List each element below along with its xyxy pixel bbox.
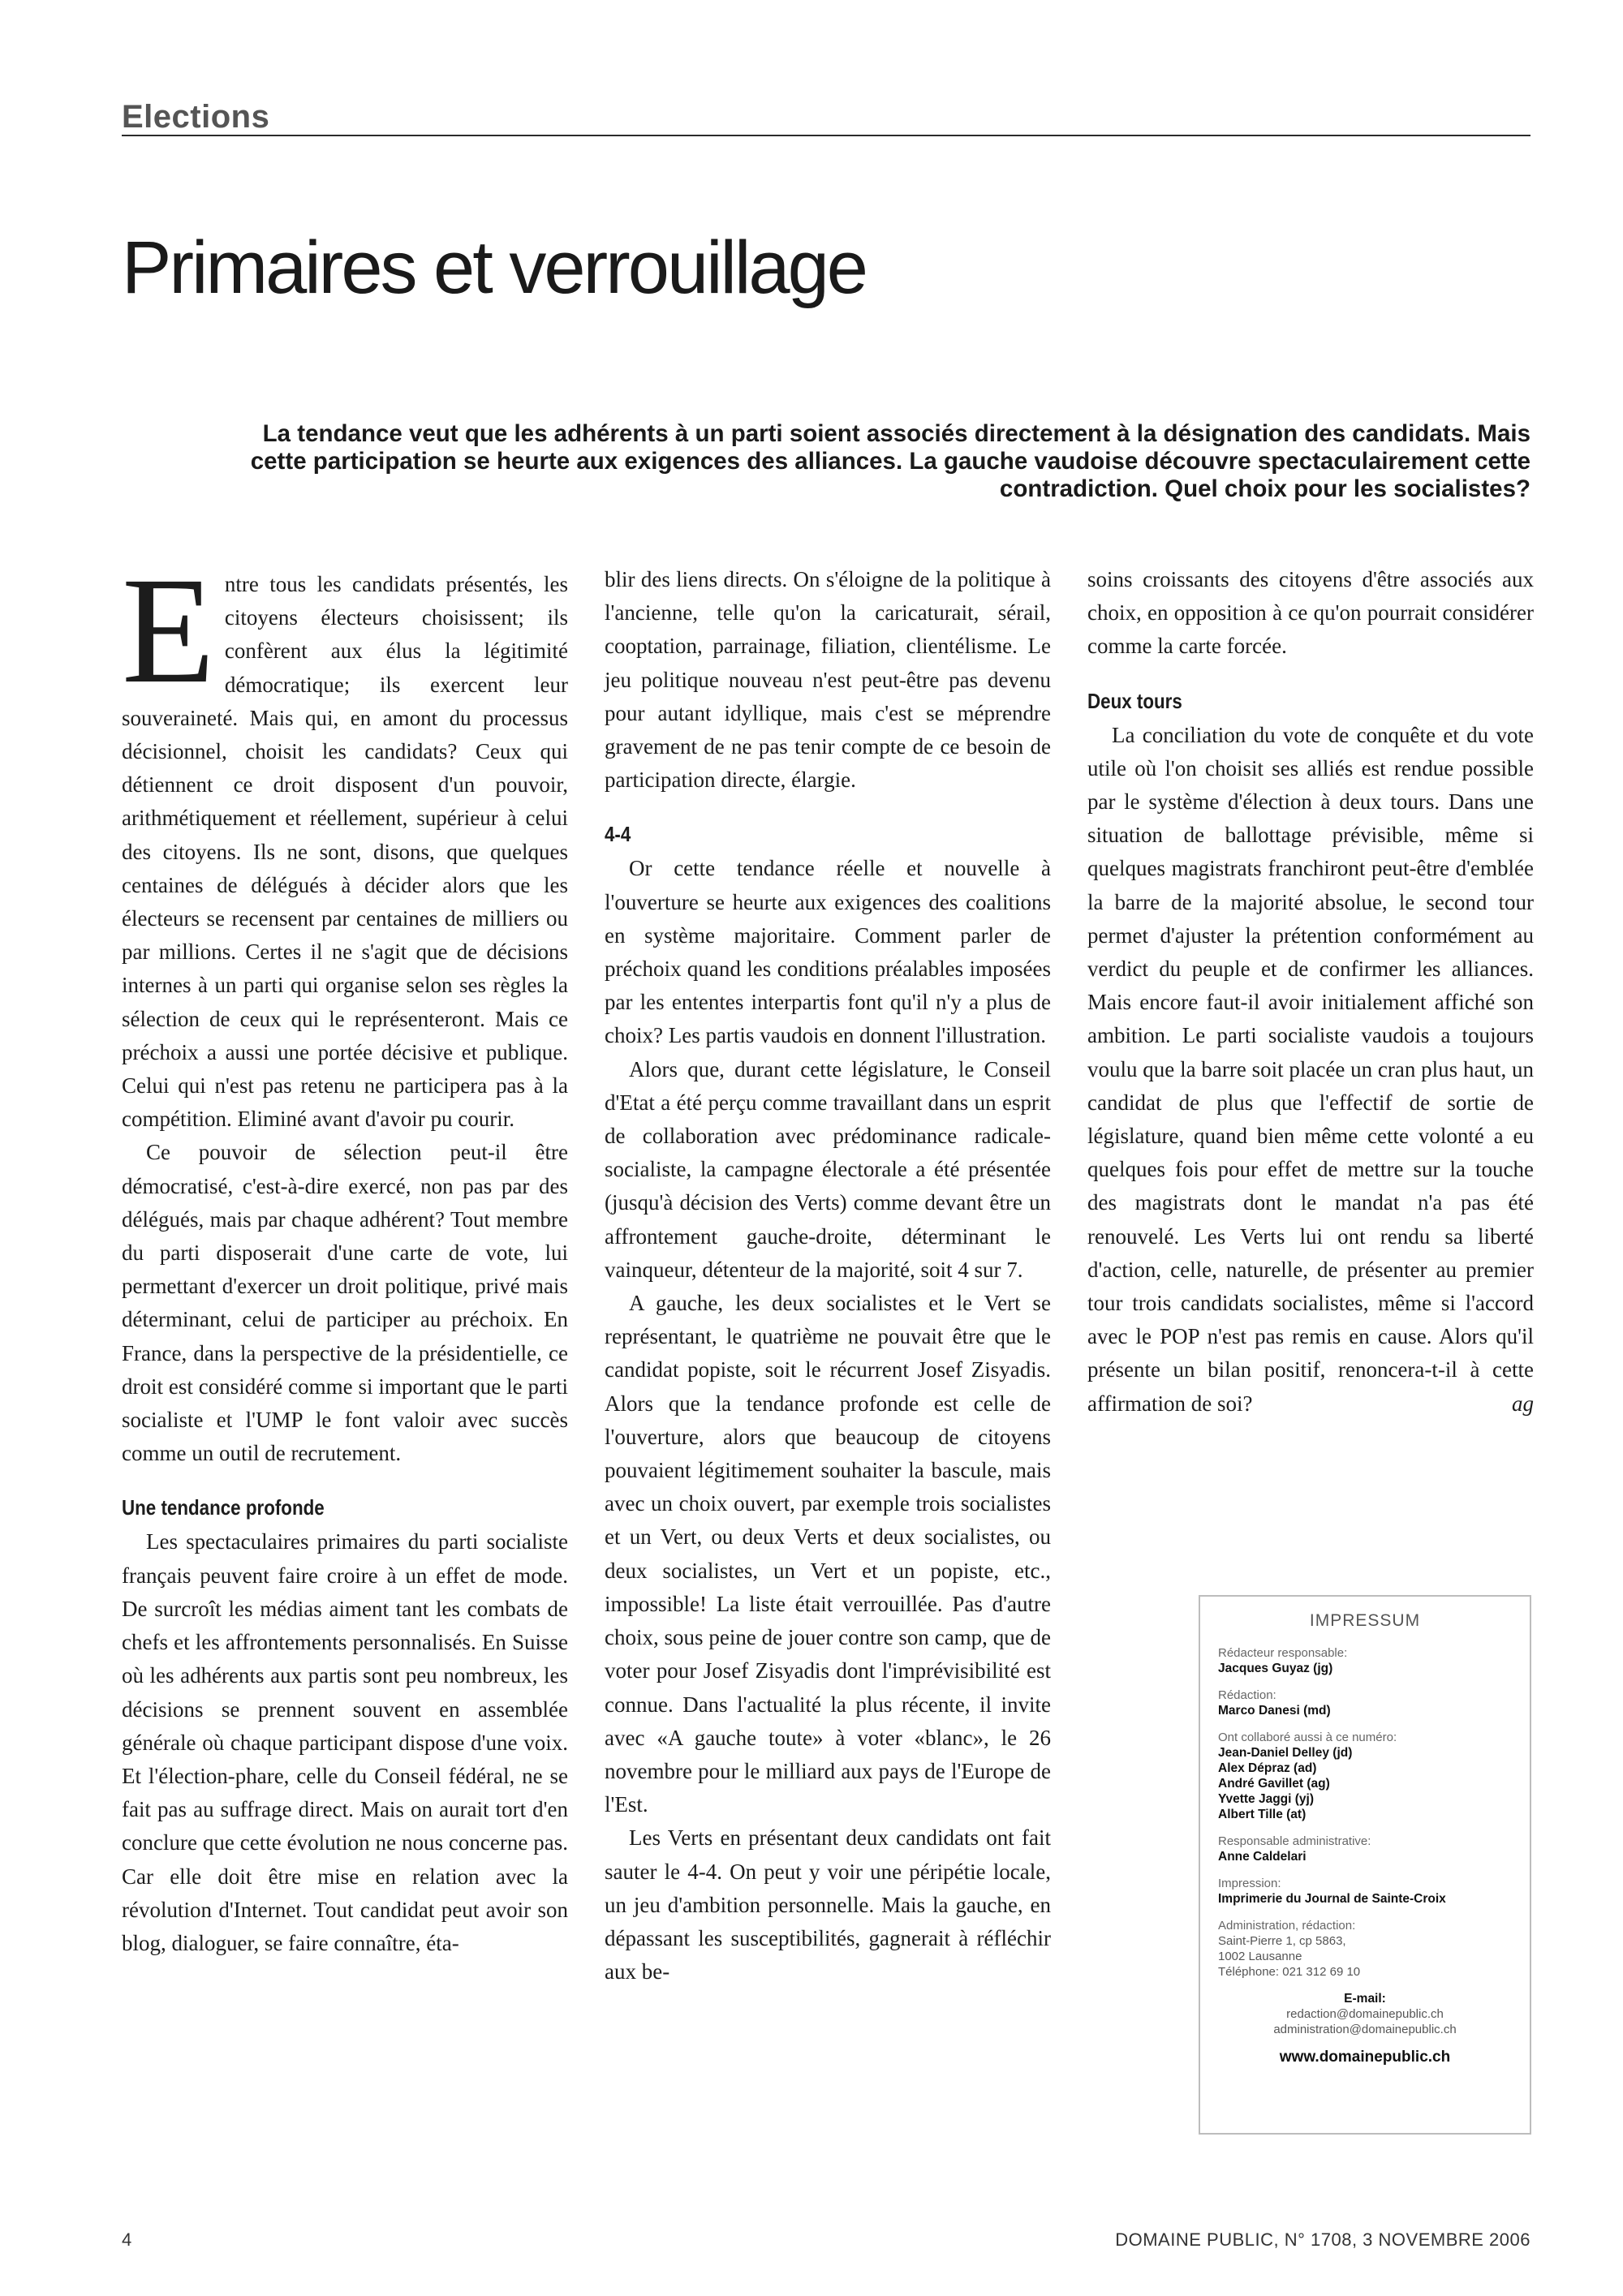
paragraph: Les Verts en présentant deux candidats ont fait sauter le 4-4. On peut y voir une péripétie locale, un jeu d'ambition personnelle. Mais la gauche, en dépassant les susceptibilités, gagnerait à réfléchir aux be- bbox=[605, 1825, 1051, 1984]
paragraph: blir des liens directs. On s'éloigne de la politique à l'ancienne, telle qu'on la caricaturait, sérail, cooptation, parrainage, filiation, clientélisme. Le jeu politique nouveau n'est peut-être pas devenu pour autant idyllique, mais c'est se méprendre gravement de ne pas tenir compte de ce besoin de participation directe, élargie. bbox=[605, 567, 1051, 793]
paragraph: Ce pouvoir de sélection peut-il être démocratisé, c'est-à-dire exercé, non pas par des délégués, mais par chaque adhérent? Tout membre du parti disposerait d'une carte de vote, lui permettant d'exercer un droit politique, privé mais déterminant, celui de participer au préchoix. En France, dans la perspective de la présidentielle, ce droit est considéré comme si important que le parti socialiste et l'UMP le font valoir avec succès comme un outil de recrutement. bbox=[122, 1140, 568, 1466]
paragraph: soins croissants des citoyens d'être associés aux choix, en opposition à ce qu'on pourrait considérer comme la carte forcée. bbox=[1087, 567, 1534, 659]
impressum-title: IMPRESSUM bbox=[1309, 1611, 1421, 1630]
impressum-label: Rédacteur responsable: bbox=[1218, 1646, 1348, 1660]
impressum-email-label: E-mail: bbox=[1344, 1992, 1386, 2006]
impressum-value: Jacques Guyaz (jg) bbox=[1218, 1662, 1333, 1675]
paragraph: Or cette tendance réelle et nouvelle à l'ouverture se heurte aux exigences des coalitions en système majoritaire. Comment parler de préchoix quand les conditions préalables imposées par les ententes interpartis font qu'il n'y a plus de choix? Les partis vaudois en donnent l'illustration. bbox=[605, 856, 1051, 1048]
impressum-label: Ont collaboré aussi à ce numéro: bbox=[1218, 1731, 1397, 1744]
article-title: Primaires et verrouillage bbox=[122, 226, 866, 309]
impressum-box bbox=[1199, 1595, 1531, 2135]
impressum-email[interactable]: redaction@domainepublic.ch bbox=[1286, 2007, 1444, 2021]
impressum-value: Albert Tille (at) bbox=[1218, 1808, 1307, 1821]
article-column-1 bbox=[122, 545, 568, 1960]
impressum-label: Responsable administrative: bbox=[1218, 1834, 1371, 1848]
article-column-2 bbox=[605, 563, 1051, 1989]
article-lead: La tendance veut que les adhérents à un parti soient associés directement à la désignation des candidats. Mais cette participation se heurte aux exigences des alliances. La gauche vaudoise découvre spectaculairement cette contradiction. Quel choix pour les socialistes? bbox=[250, 420, 1530, 502]
subheading: Deux tours bbox=[1087, 688, 1182, 713]
impressum-address-line: Saint-Pierre 1, cp 5863, bbox=[1218, 1934, 1346, 1948]
impressum-value: Anne Caldelari bbox=[1218, 1850, 1307, 1864]
impressum-label: Administration, rédaction: bbox=[1218, 1919, 1356, 1933]
impressum-website-link[interactable]: www.domainepublic.ch bbox=[1279, 2049, 1451, 2066]
page-number: 4 bbox=[122, 2229, 132, 2250]
impressum-value: Marco Danesi (md) bbox=[1218, 1704, 1331, 1718]
drop-cap: E bbox=[122, 545, 215, 715]
publication-info: DOMAINE PUBLIC, N° 1708, 3 NOVEMBRE 2006 bbox=[1115, 2229, 1530, 2250]
impressum-email[interactable]: administration@domainepublic.ch bbox=[1273, 2023, 1457, 2036]
paragraph: Les spectaculaires primaires du parti socialiste français peuvent faire croire à un effet de mode. De surcroît les médias aiment tant les combats de chefs et les affrontements personnalisés. En Suisse où les adhérents aux partis sont peu nombreux, les décisions se prennent souvent en assemblée générale où chaque participant dispose d'une voix. Et l'élection-phare, celle du Conseil fédéral, ne se fait pas au suffrage direct. Mais on aurait tort d'en conclure que cette évolution ne nous concerne pas. Car elle doit être mise en relation avec la révolution d'Internet. Tout candidat peut avoir son blog, dialoguer, se faire connaître, éta- bbox=[122, 1529, 568, 1955]
impressum-value: Yvette Jaggi (yj) bbox=[1218, 1792, 1315, 1806]
impressum-label: Rédaction: bbox=[1218, 1688, 1276, 1702]
impressum-value: André Gavillet (ag) bbox=[1218, 1777, 1330, 1791]
impressum-value: Jean-Daniel Delley (jd) bbox=[1218, 1746, 1353, 1760]
impressum-label: Impression: bbox=[1218, 1877, 1281, 1890]
author-signature: ag bbox=[1512, 1391, 1534, 1416]
impressum-address-line: 1002 Lausanne bbox=[1218, 1950, 1302, 1963]
impressum-value: Imprimerie du Journal de Sainte-Croix bbox=[1218, 1892, 1446, 1906]
subheading: 4-4 bbox=[605, 822, 631, 847]
impressum-value: Alex Dépraz (ad) bbox=[1218, 1761, 1317, 1775]
section-label: Elections bbox=[122, 99, 270, 135]
paragraph: Alors que, durant cette législature, le Conseil d'Etat a été perçu comme travaillant dans un esprit de collaboration avec prédominance radicale-socialiste, la campagne électorale a été présentée (jusqu'à décision des Verts) comme devant être un affrontement gauche-droite, déterminant le vainqueur, détenteur de la majorité, soit 4 sur 7. bbox=[605, 1056, 1051, 1282]
article-column-3 bbox=[1087, 563, 1534, 1421]
paragraph: A gauche, les deux socialistes et le Vert se représentant, le quatrième ne pouvait être que le candidat popiste, soit le récurrent Josef Zisyadis. Alors que la tendance profonde est celle de l'ouverture, alors que beaucoup de citoyens pouvaient légitimement souhaiter la bascule, mais avec un choix ouvert, par exemple trois socialistes et un Vert, ou deux Verts et deux socialistes, ou deux socialistes, un Vert et un popiste, etc., impossible! La liste était verrouillée. Pas d'autre choix, sous peine de jouer contre son camp, que de voter pour Josef Zisyadis dont l'imprévisibilité est connue. Dans l'actualité la plus récente, il invite avec «A gauche toute» à voter «blanc», le 26 novembre pour le milliard aux pays de l'Europe de l'Est. bbox=[605, 1291, 1051, 1817]
subheading: Une tendance profonde bbox=[122, 1495, 325, 1520]
paragraph: La conciliation du vote de conquête et du vote utile où l'on choisit ses alliés est rendue possible par le système d'élection à deux tours. Dans une situation de ballottage prévisible, même si quelques magistrats franchiront peut-être d'emblée la barre de la majorité absolue, le second tour permet d'ajuster la prétention conformément au verdict du peuple et de confirmer les alliances. Mais encore faut-il avoir initialement affiché son ambition. Le parti socialiste vaudois a toujours voulu que la barre soit placée un cran plus haut, un candidat de plus que l'effectif de sortie de législature, quand bien même cette volonté a eu quelques fois pour effet de mettre sur la touche des magistrats dont le mandat n'a pas été renouvelé. Les Verts lui ont rendu sa liberté d'action, celle, naturelle, de présenter au premier tour trois candidats socialistes, même si l'accord avec le POP n'est pas remis en cause. Alors qu'il présente un bilan positif, renoncera-t-il à cette affirmation de soi? ag bbox=[1087, 719, 1534, 1421]
impressum-address-line: Téléphone: 021 312 69 10 bbox=[1218, 1965, 1361, 1979]
paragraph: Entre tous les candidats présentés, les citoyens électeurs choisissent; ils confèrent aux élus la légitimité démocratique; ils exercent leur souveraineté. Mais qui, en amont du processus décisionnel, choisit les candidats? Ceux qui détiennent ce droit disposent d'un pouvoir, arithmétiquement et réellement, supérieur à celui des citoyens. Ils ne sont, disons, que quelques centaines de délégués à décider alors que les électeurs se recensent par centaines de milliers ou par millions. Certes il ne s'agit que de décisions internes à un parti qui organise selon ses règles la sélection de ceux qui le représenteront. Mais ce préchoix a aussi une portée décisive et publique. Celui qui n'est pas retenu ne participera pas à la compétition. Eliminé avant d'avoir pu courir. bbox=[122, 545, 568, 1132]
section-divider bbox=[122, 135, 1530, 136]
